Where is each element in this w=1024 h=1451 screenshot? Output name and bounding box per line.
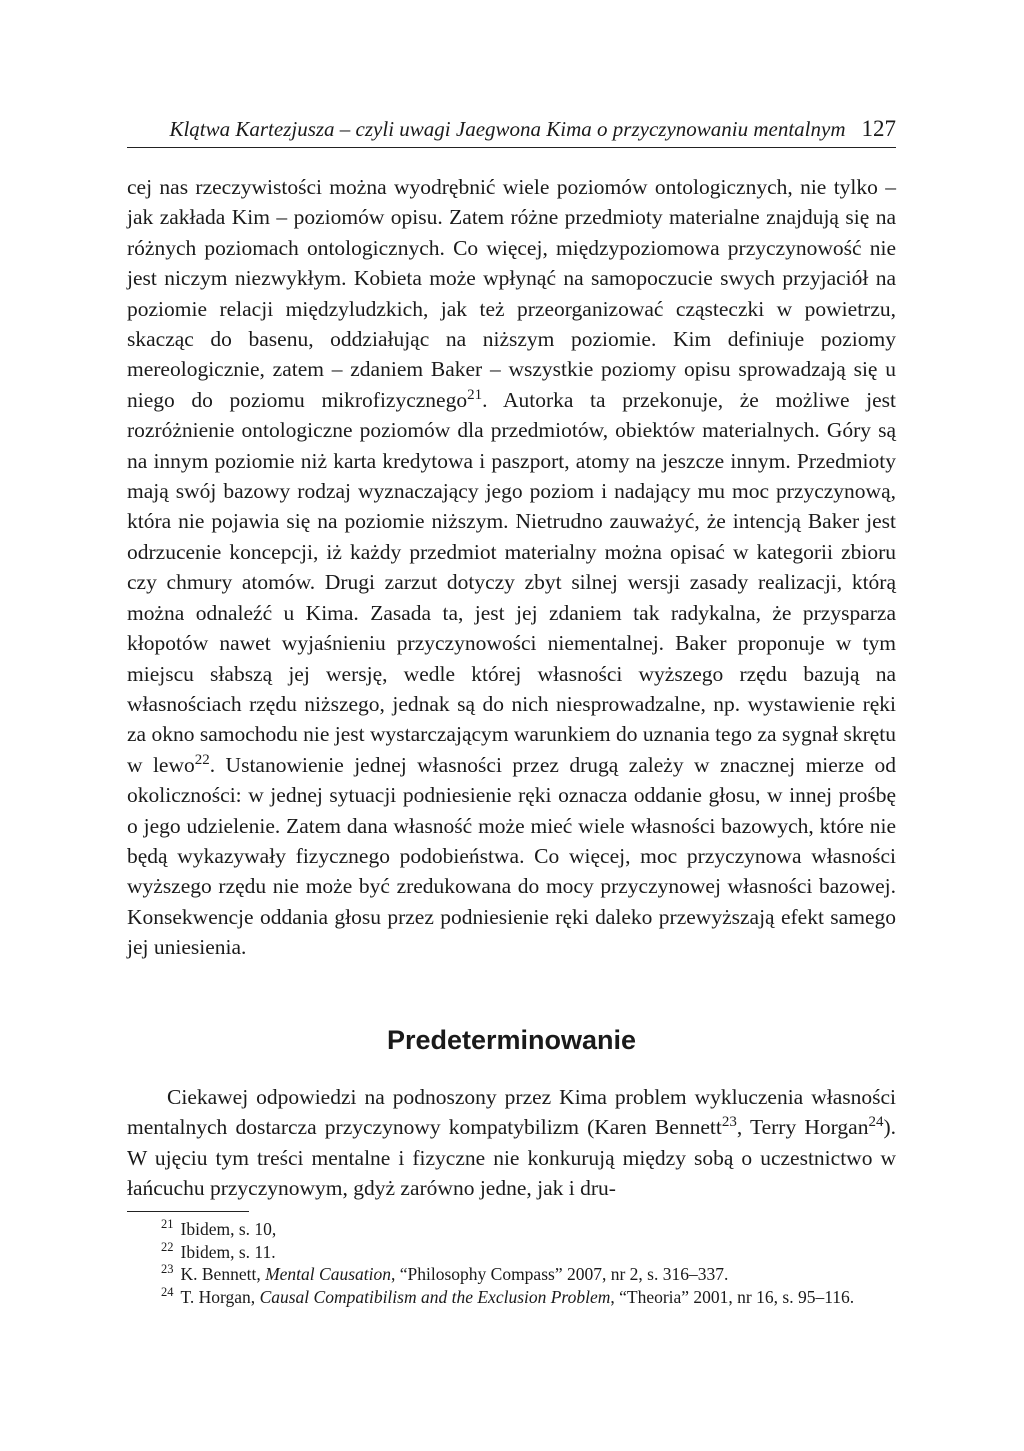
section-heading: Predeterminowanie [386, 1025, 637, 1055]
running-head [127, 114, 896, 148]
footnote-source: , “Philosophy Compass” 2007, nr 2, s. 316–337. [390, 1264, 729, 1285]
footnote [127, 1241, 896, 1264]
footnote-author: K. Bennett, [180, 1264, 266, 1285]
footnote-number: 22 [161, 1239, 174, 1254]
footnote-number: 24 [161, 1284, 174, 1299]
footnote [127, 1218, 896, 1241]
running-title: Klątwa Kartezjusza – czyli uwagi Jaegwona Kima o przyczynowaniu mentalnym [169, 117, 846, 141]
footnote-source: , “Theoria” 2001, nr 16, s. 95–116. [610, 1286, 855, 1307]
footnote [127, 1286, 896, 1309]
footnote-work-title: Causal Compatibilism and the Exclusion Problem [259, 1286, 611, 1307]
footnote-text: Ibidem, s. 10, [180, 1219, 277, 1239]
body-text-part: . Ustanowienie jednej własności przez drugą zależy w znacznej mierze od okoliczności: w jednej sytuacji podniesienie ręki oznacza oddanie głosu, w innej prośbę o jego udzielenie. Zatem dana własność może mieć wiele własności bazowych, które nie będą wykazywały fizycznego podobieństwa. Co więcej, moc przyczynowa własności wyższego rzędu nie może być zredukowana do mocy przyczynowej własności bazowej. Konsekwencje oddania głosu przez podniesienie ręki daleko przewyższają efekt samego jej uniesienia. [127, 752, 896, 960]
section-paragraph [127, 1082, 896, 1204]
footnotes [127, 1218, 896, 1308]
footnote-work-title: Mental Causation [265, 1264, 391, 1285]
page-number: 127 [861, 116, 896, 141]
section-text [127, 1082, 896, 1204]
body-text-part: . Autorka ta przekonuje, że możliwe jest rozróżnienie ontologiczne poziomów dla przedmiotów, obiektów materialnych. Góry są na innym poziomie niż karta kredytowa i paszport, atomy na jeszcze innym. Przedmioty mają swój bazowy rodzaj wyznaczający jego poziom i nadający mu moc przyczynową, która nie pojawia się na poziomie niższym. Nietrudno zauważyć, że intencją Baker jest odrzucenie koncepcji, iż każdy przedmiot materialny można opisać w kategorii zbioru czy chmury atomów. Drugi zarzut dotyczy zbyt silnej wersji zasady realizacji, którą można odnaleźć u Kima. Zasada ta, jest jej zdaniem tak radykalna, że przysparza kłopotów nawet wyjaśnieniu przyczynowości niementalnej. Baker proponuje w tym miejscu słabszą jej wersję, wedle której własności wyższego rzędu bazują na własnościach rzędu niższego, jednak są do nich niesprowadzalne, np. wystawienie ręki za okno samochodu nie jest wystarczającym warunkiem do uznania tego za sygnał skrętu w lewo [127, 387, 896, 777]
footnote-text: Ibidem, s. 11. [180, 1241, 276, 1262]
body-paragraph [127, 172, 896, 963]
footnote-divider [127, 1211, 249, 1212]
footnote-ref: 22 [194, 751, 210, 768]
footnote-author: T. Horgan, [180, 1286, 260, 1307]
footnote-number: 21 [161, 1217, 174, 1232]
section-text-part: , Terry Horgan [736, 1115, 869, 1140]
section-text-part: Ciekawej odpowiedzi na podnoszony przez Kima problem wykluczenia własności mentalnych dostarcza przyczynowy kompatybilizm (Karen Bennett [127, 1085, 896, 1140]
section-text-part: ). W ujęciu tym treści mentalne i fizyczne nie konkurują między sobą o uczestnictwo w łańcuchu przyczynowym, gdyż zarówno jedne, jak i dru- [127, 1115, 896, 1201]
footnote-number: 23 [161, 1262, 174, 1277]
body-text-part: cej nas rzeczywistości można wyodrębnić wiele poziomów ontologicznych, nie tylko – jak zakłada Kim – poziomów opisu. Zatem różne przedmioty materialne znajdują się na różnych poziomach ontologicznych. Co więcej, międzypoziomowa przyczynowość nie jest niczym niezwykłym. Kobieta może wpłynąć na samopoczucie swych przyjaciół na poziomie relacji międzyludzkich, jak też przeorganizować cząsteczki w powietrzu, skacząc do basenu, oddziałując na niższym poziomie. Kim definiuje poziomy mereologicznie, zatem – zdaniem Baker – wszystkie poziomy opisu sprowadzają się u niego do poziomu mikrofizycznego [127, 175, 896, 412]
body-text [127, 172, 896, 963]
footnote [127, 1263, 896, 1286]
footnote-ref: 24 [868, 1114, 884, 1131]
footnote-ref: 21 [467, 386, 483, 403]
footnote-ref: 23 [721, 1114, 737, 1131]
